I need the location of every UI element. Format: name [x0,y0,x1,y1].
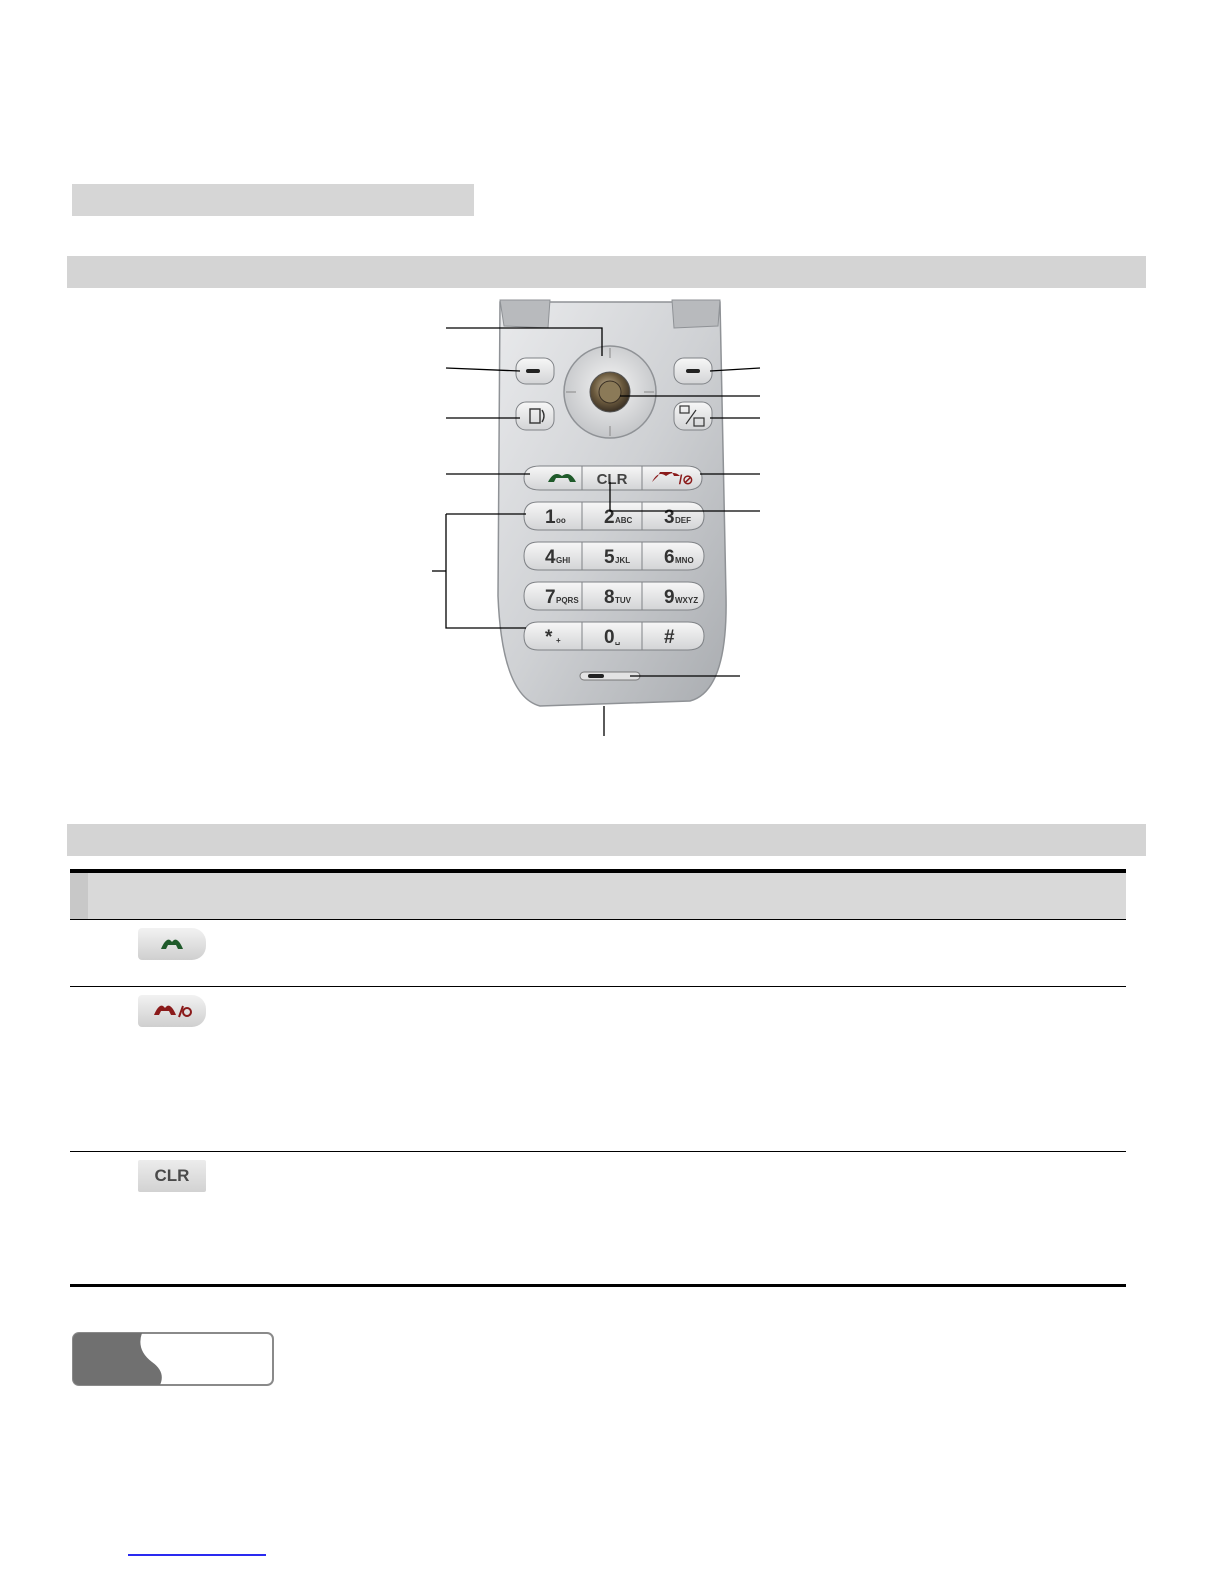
digit-key-letters: oo [556,516,566,525]
end-power-key-icon [138,995,206,1027]
table-row [70,919,1126,986]
key-description-table [70,869,1126,1287]
hinge-right [672,300,720,328]
digit-key-letters: DEF [675,516,691,525]
digit-key-number: 0 [604,627,615,648]
digit-key [524,622,582,650]
digit-key-number: 4 [545,547,556,568]
digit-key-letters: WXYZ [675,596,699,605]
digit-key-number: 7 [545,587,556,608]
table-row [70,986,1126,1151]
section-heading-bar-2 [67,824,1146,856]
svg-text:/⊘: /⊘ [678,472,694,487]
digit-key-number: 9 [664,587,675,608]
digit-key-letters: JKL [615,556,631,565]
hinge-left [500,300,550,328]
digit-key-number: # [664,627,675,648]
digit-key-number: 1 [545,507,556,528]
table-row [70,1151,1126,1284]
digit-key-number: 8 [604,587,615,608]
send-key-icon [138,928,206,960]
clear-key-icon: CLR [138,1160,206,1192]
digit-key-number: 3 [664,507,675,528]
digit-key-number: 2 [604,507,615,528]
table-bottom-rule [70,1284,1126,1287]
digit-key-number: 6 [664,547,675,568]
digit-key-number: * [545,627,553,648]
digit-key-number: 5 [604,547,615,568]
chapter-title-bar [72,184,474,216]
digit-key-letters: ␣ [615,636,621,645]
digit-key-letters: TUV [615,596,631,605]
phone-illustration [420,296,780,741]
table-header-row [70,873,1126,919]
footer-link-underline[interactable] [128,1554,266,1556]
digit-key-letters: PQRS [556,596,579,605]
speaker-key [516,402,554,430]
phone-keypad-figure [420,296,780,741]
clear-key-label: CLR [596,471,628,488]
digit-key-letters: GHI [556,556,571,565]
note-tab-graphic [72,1332,274,1386]
digit-key-letters: MNO [675,556,694,565]
table-header-stub [70,873,88,919]
section-heading-bar [67,256,1146,288]
digit-key-letters: + [556,636,561,645]
digit-key-letters: ABC [615,516,633,525]
